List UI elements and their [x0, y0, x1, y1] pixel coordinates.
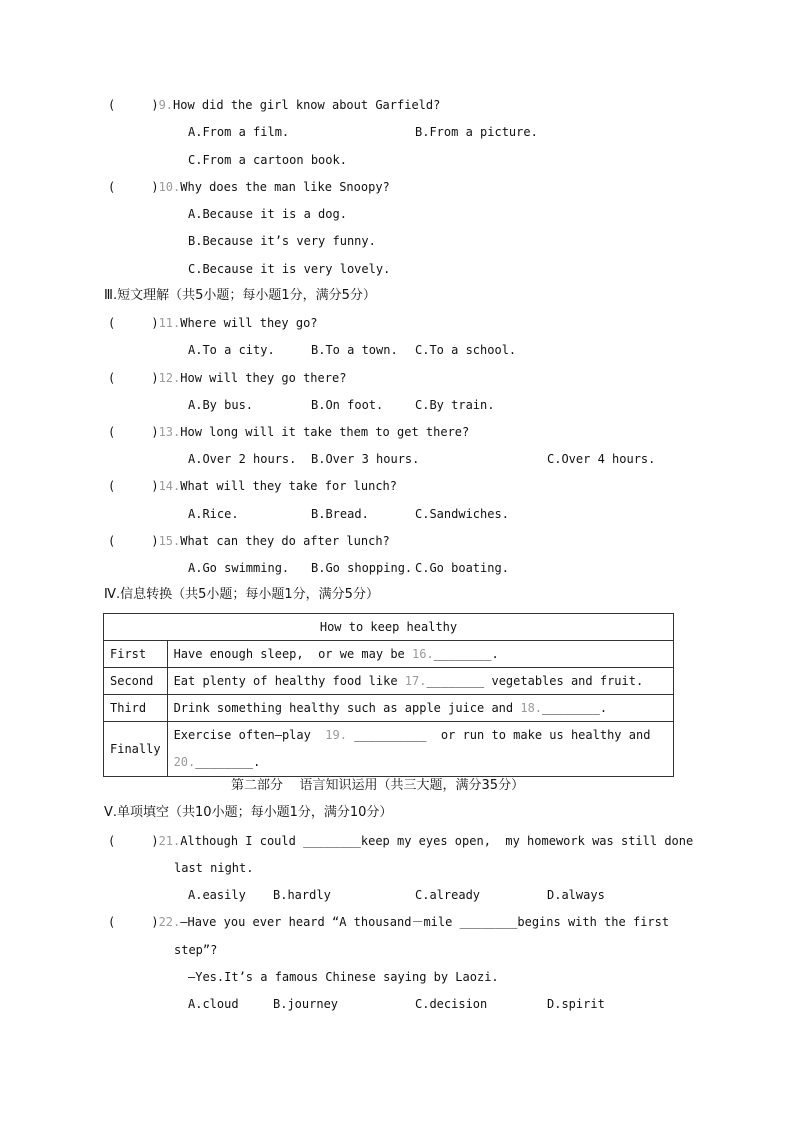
- option-b: B.On foot.: [311, 398, 384, 412]
- answer-blank[interactable]: __________ or run to make us healthy and: [346, 728, 651, 742]
- question-text: Where will they go?: [180, 316, 318, 330]
- question-text: How did the girl know about Garfield?: [173, 98, 441, 112]
- answer-blank[interactable]: ________.: [433, 647, 499, 661]
- answer-paren[interactable]: ( ): [108, 834, 159, 848]
- option-a: A.From a film.: [188, 125, 290, 139]
- option-b: B.Because it’s very funny.: [188, 234, 376, 248]
- answer-blank[interactable]: ________ vegetables and fruit.: [426, 674, 644, 688]
- blank-number: 16.: [412, 647, 434, 661]
- row-text: Exercise often—play: [173, 728, 326, 742]
- option-a: A.Over 2 hours.: [188, 452, 297, 466]
- row-label: Second: [104, 668, 168, 695]
- option-c: C.To a school.: [415, 343, 517, 357]
- answer-paren[interactable]: ( ): [108, 180, 159, 194]
- answer-paren[interactable]: ( ): [108, 425, 159, 439]
- option-b: B.journey: [273, 997, 339, 1011]
- option-a: A.Because it is a dog.: [188, 207, 347, 221]
- question-14: [108, 478, 397, 494]
- option-a: A.Rice.: [188, 507, 239, 521]
- answer-paren[interactable]: ( ): [108, 479, 159, 493]
- option-b: B.Over 3 hours.: [311, 452, 420, 466]
- question-9: [108, 97, 440, 113]
- question-number: 22.: [158, 915, 181, 929]
- blank-number: 19.: [325, 728, 347, 742]
- question-21: [108, 833, 693, 849]
- question-text-cont: last night.: [174, 861, 254, 875]
- answer-paren[interactable]: ( ): [108, 316, 159, 330]
- question-text-cont: step”?: [174, 943, 218, 957]
- option-b: B.Bread.: [311, 507, 369, 521]
- question-text: —Have you ever heard “A thousand－mile ________begins with the first: [180, 915, 670, 929]
- question-number: 12.: [158, 371, 181, 385]
- question-text: Why does the man like Snoopy?: [180, 180, 390, 194]
- part-2-heading: 第二部分 语言知识运用（共三大题，满分35分）: [231, 778, 525, 793]
- option-c: C.By train.: [415, 398, 495, 412]
- option-c: C.Go boating.: [415, 561, 509, 575]
- table-title: How to keep healthy: [104, 614, 674, 641]
- info-table: [103, 613, 674, 777]
- row-label: First: [104, 641, 168, 668]
- blank-number: 18.: [520, 701, 543, 715]
- row-text: Drink something healthy such as apple juice and: [173, 701, 521, 715]
- question-text: How will they go there?: [180, 371, 347, 385]
- option-b: B.To a town.: [311, 343, 398, 357]
- answer-blank[interactable]: ________.: [195, 755, 261, 769]
- question-number: 11.: [158, 316, 181, 330]
- answer-paren[interactable]: ( ): [108, 371, 159, 385]
- question-number: 21.: [158, 834, 181, 848]
- option-d: D.always: [547, 888, 605, 902]
- question-22: [108, 914, 669, 930]
- blank-number: 17.: [404, 674, 427, 688]
- option-c: C.Because it is very lovely.: [188, 262, 391, 276]
- table-row: [104, 668, 674, 695]
- question-12: [108, 370, 346, 386]
- question-text: Although I could ________keep my eyes open, my homework was still done: [180, 834, 694, 848]
- option-c: C.From a cartoon book.: [188, 153, 347, 167]
- row-label: Third: [104, 695, 168, 722]
- question-number: 9.: [158, 98, 174, 112]
- row-content: [167, 695, 673, 722]
- option-c: C.decision: [415, 997, 488, 1011]
- section-3-heading: Ⅲ.短文理解（共5小题；每小题1分，满分5分）: [104, 288, 376, 303]
- question-text: What will they take for lunch?: [180, 479, 398, 493]
- row-label: Finally: [104, 722, 168, 777]
- row-content: [167, 668, 673, 695]
- option-c: C.already: [415, 888, 481, 902]
- answer-paren[interactable]: ( ): [108, 534, 159, 548]
- question-text: What can they do after lunch?: [180, 534, 390, 548]
- option-c: C.Sandwiches.: [415, 507, 509, 521]
- option-a: A.To a city.: [188, 343, 275, 357]
- option-b: B.Go shopping.: [311, 561, 413, 575]
- table-row: [104, 641, 674, 668]
- option-b: B.From a picture.: [415, 125, 538, 139]
- answer-paren[interactable]: ( ): [108, 915, 159, 929]
- question-number: 13.: [158, 425, 181, 439]
- option-a: A.easily: [188, 888, 246, 902]
- option-a: A.By bus.: [188, 398, 254, 412]
- section-4-heading: Ⅳ.信息转换（共5小题；每小题1分，满分5分）: [104, 587, 379, 602]
- table-header-row: [104, 614, 674, 641]
- question-10: [108, 179, 390, 195]
- section-5-heading: Ⅴ.单项填空（共10小题；每小题1分，满分10分）: [104, 805, 393, 820]
- row-content: [167, 722, 673, 777]
- answer-blank[interactable]: ________.: [542, 701, 608, 715]
- option-a: A.cloud: [188, 997, 239, 1011]
- row-content: [167, 641, 673, 668]
- blank-number: 20.: [173, 755, 196, 769]
- dialogue-reply: —Yes.It’s a famous Chinese saying by Laozi.: [188, 970, 499, 984]
- answer-paren[interactable]: ( ): [108, 98, 159, 112]
- option-d: D.spirit: [547, 997, 605, 1011]
- question-11: [108, 315, 318, 331]
- question-number: 10.: [158, 180, 181, 194]
- question-15: [108, 533, 390, 549]
- option-a: A.Go swimming.: [188, 561, 290, 575]
- question-number: 15.: [158, 534, 181, 548]
- question-13: [108, 424, 469, 440]
- question-number: 14.: [158, 479, 181, 493]
- row-text: Have enough sleep, or we may be: [173, 647, 412, 661]
- table-row: [104, 695, 674, 722]
- option-c: C.Over 4 hours.: [547, 452, 656, 466]
- question-text: How long will it take them to get there?: [180, 425, 470, 439]
- table-row: [104, 722, 674, 777]
- row-text: Eat plenty of healthy food like: [173, 674, 405, 688]
- option-b: B.hardly: [273, 888, 331, 902]
